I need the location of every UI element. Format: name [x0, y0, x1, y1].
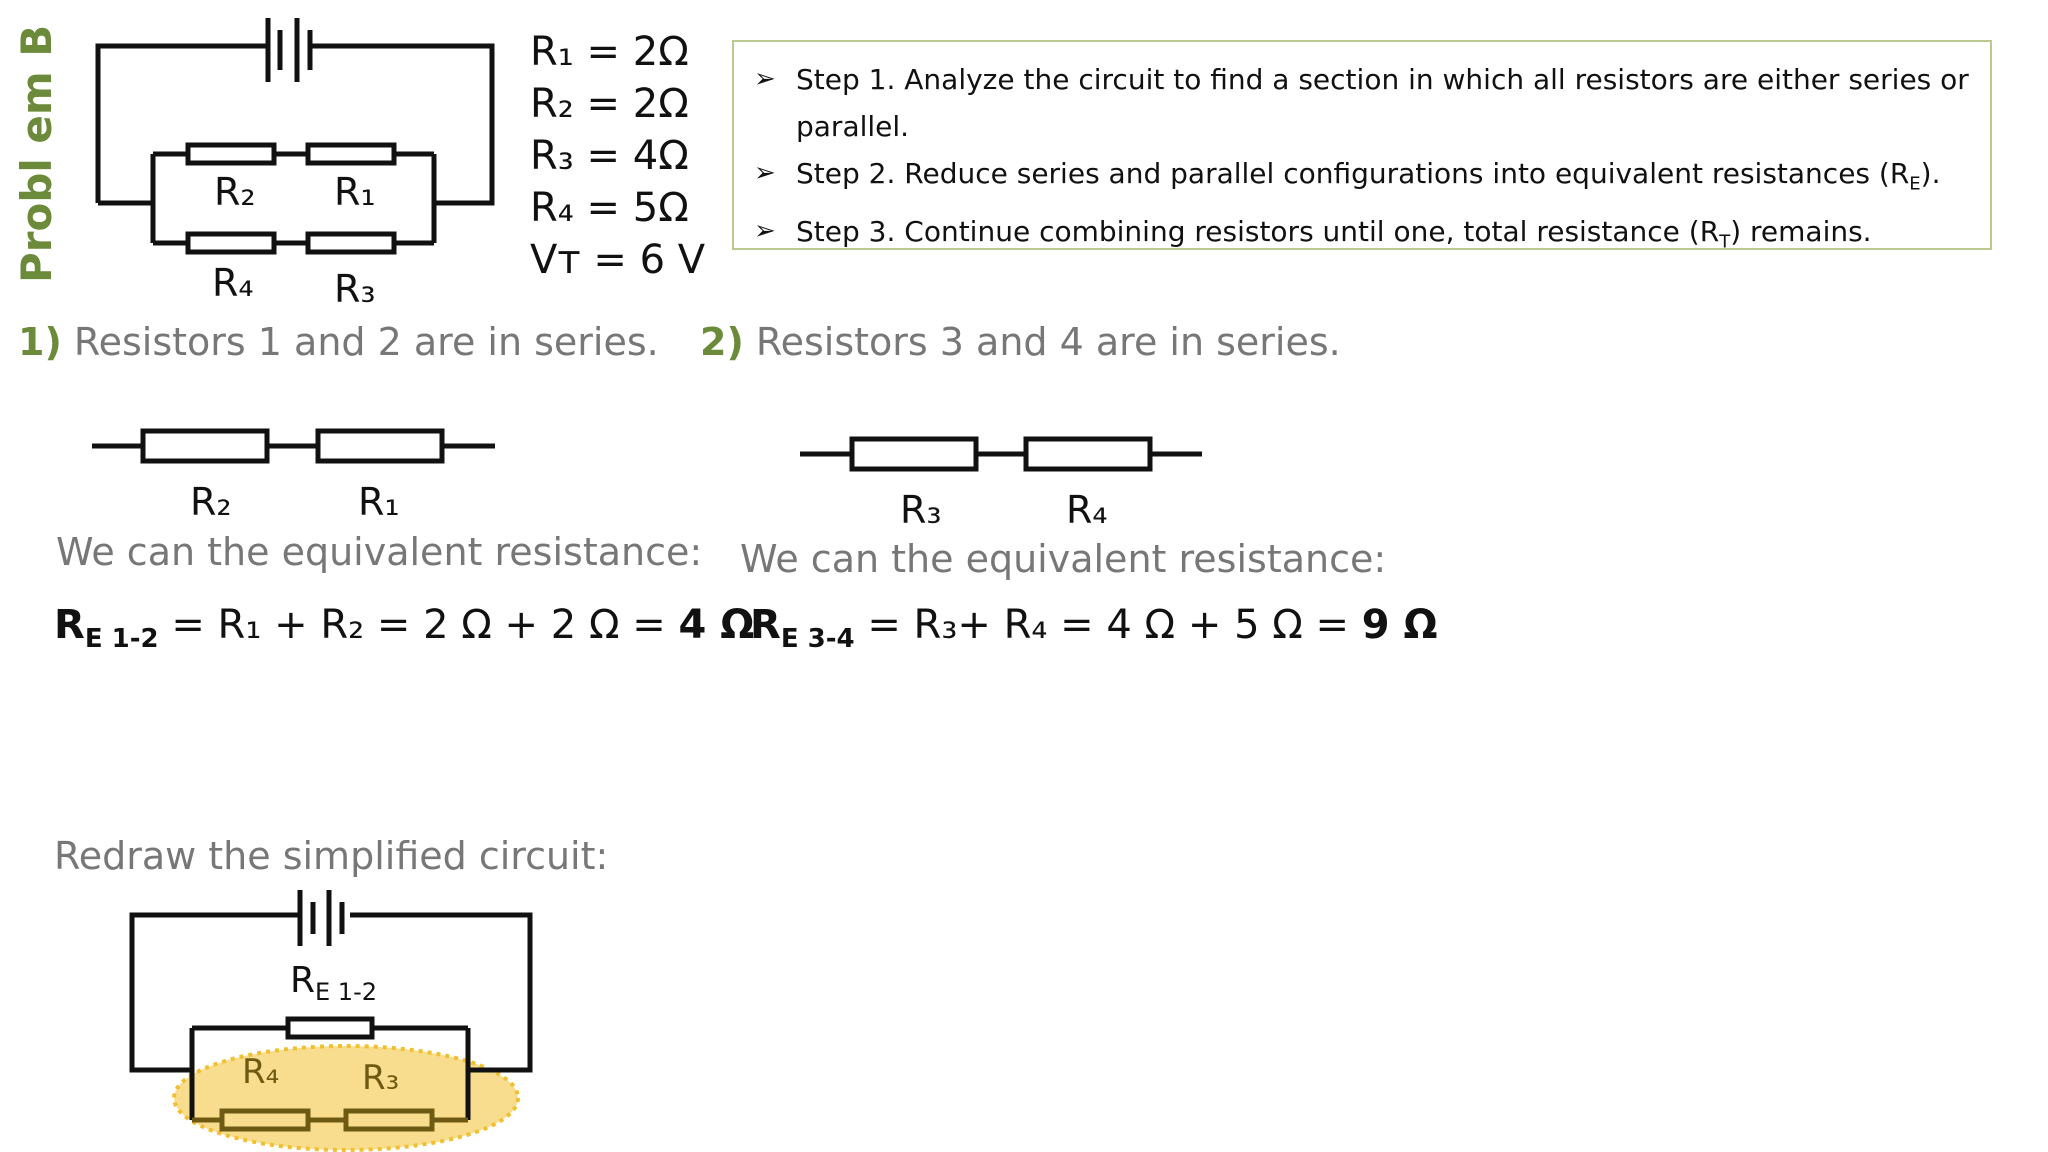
part2-title: Resistors 3 and 4 are in series.: [755, 320, 1341, 364]
part1-formula-result: 4 Ω: [678, 602, 755, 648]
value-r3: R₃ = 4Ω: [530, 133, 689, 179]
part1-title: Resistors 1 and 2 are in series.: [73, 320, 659, 364]
part1-heading: [18, 320, 659, 364]
value-r4: R₄ = 5Ω: [530, 185, 689, 231]
part2-formula-result: 9 Ω: [1361, 602, 1438, 648]
simplified-circuit-diagram: [120, 880, 540, 1152]
part2-heading: [700, 320, 1341, 364]
part1-r1-label: R₁: [358, 480, 400, 524]
simplified-r3-label: R₃: [362, 1058, 400, 1098]
arrow-bullet-icon: ➢: [754, 64, 776, 94]
main-r2-label: R₂: [214, 170, 256, 214]
step-2-subscript: E: [1909, 173, 1921, 195]
step-2: [754, 150, 1972, 208]
part1-formula-lhs: R: [54, 602, 85, 648]
part1-eq-intro: We can the equivalent resistance:: [56, 530, 703, 574]
main-r1-label: R₁: [334, 170, 376, 214]
simplified-re-label: $R_{E 1-2}$: [290, 960, 378, 1006]
part2-number: 2): [700, 320, 744, 364]
part1-r2-label: R₂: [190, 480, 232, 524]
value-r2: R₂ = 2Ω: [530, 81, 689, 127]
value-r1: R₁ = 2Ω: [530, 29, 689, 75]
problem-title: Probl em B: [12, 24, 61, 283]
part2-formula-mid: = R₃+ R₄ = 4 Ω + 5 Ω =: [854, 602, 1362, 648]
part2-r3-label: R₃: [900, 488, 942, 532]
simplified-r4-label: R₄: [242, 1052, 280, 1092]
part1-number: 1): [18, 320, 62, 364]
part1-series-diagram: [80, 410, 520, 530]
step-3-subscript: T: [1719, 231, 1731, 253]
part2-formula-lhs-sub: E 3-4: [780, 624, 855, 654]
main-r4-label: R₄: [212, 261, 254, 305]
given-values: [530, 26, 705, 286]
step-1: [754, 56, 1972, 150]
part2-eq-intro: We can the equivalent resistance:: [740, 537, 1387, 581]
redraw-text: Redraw the simplified circuit:: [54, 834, 609, 878]
arrow-bullet-icon: ➢: [754, 158, 776, 188]
step-3: [754, 208, 1972, 266]
part2-formula: [750, 602, 1438, 654]
steps-box: [732, 40, 1992, 253]
part1-formula: [54, 602, 754, 654]
value-vt: Vᴛ = 6 V: [530, 237, 706, 283]
part2-r4-label: R₄: [1066, 488, 1108, 532]
part1-formula-lhs-sub: E 1-2: [84, 624, 159, 654]
part2-formula-lhs: R: [750, 602, 781, 648]
step-3-text: Step 3. Continue combining resistors until one, total resistance (R: [796, 214, 1720, 248]
step-2-tail: ).: [1920, 157, 1941, 190]
step-2-text: Step 2. Reduce series and parallel configurations into equivalent resistances (R: [796, 157, 1910, 190]
arrow-bullet-icon: ➢: [754, 215, 776, 246]
step-1-text: Step 1. Analyze the circuit to find a section in which all resistors are either series or parallel.: [796, 63, 1969, 143]
part1-formula-mid: = R₁ + R₂ = 2 Ω + 2 Ω =: [158, 602, 679, 648]
step-3-tail: ) remains.: [1730, 214, 1872, 248]
part2-series-diagram: [790, 418, 1230, 538]
main-r3-label: R₃: [334, 267, 376, 311]
